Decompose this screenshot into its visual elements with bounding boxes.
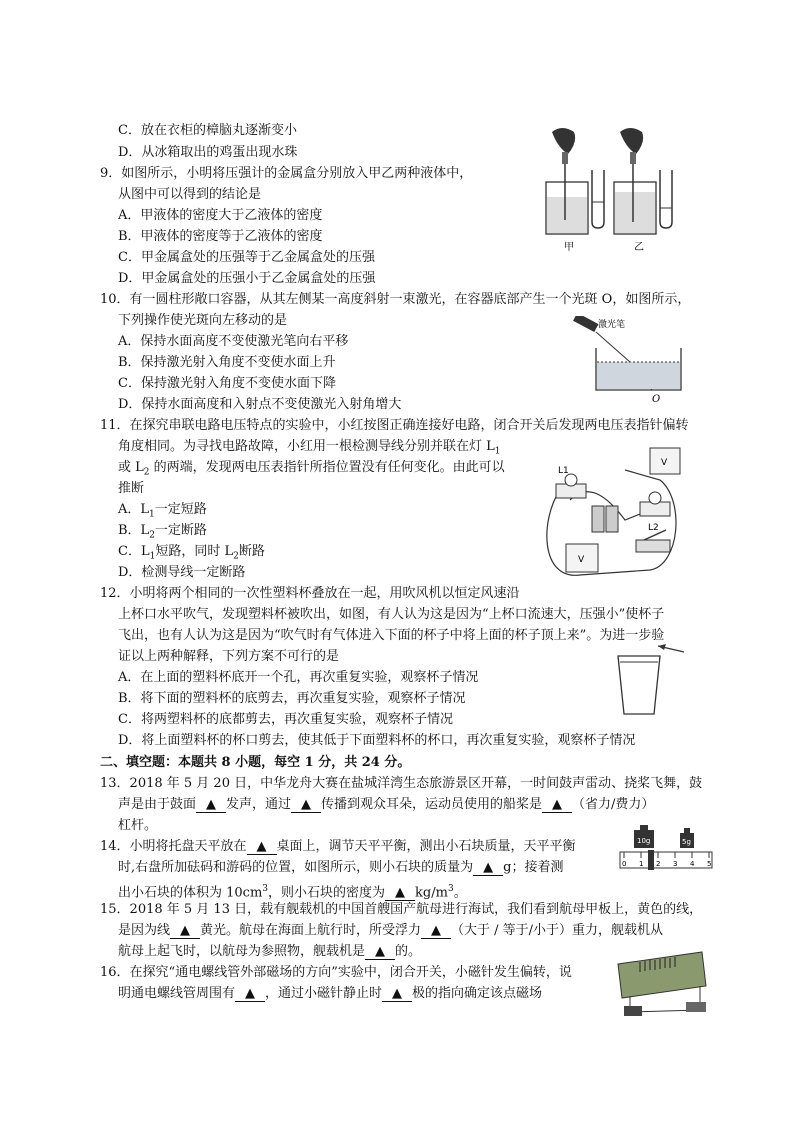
ruler-tick-label: 0: [622, 860, 627, 868]
battery-1: [592, 506, 604, 532]
q14-blank-2: ▲: [473, 861, 503, 876]
ruler-tick-label: 5: [707, 860, 712, 868]
q10-option-b: B．保持激光射入角度不变使水面上升: [118, 355, 336, 370]
q10-option-a: A．保持水面高度不变使激光笔向右平移: [118, 334, 349, 349]
ruler: [620, 852, 712, 868]
q10-stem-cont: 下列操作使光斑向左移动的是: [118, 313, 288, 328]
q12-stem-cont: 上杯口水平吹气，发现塑料杯被吹出，如图，有人认为这是因为“上杯口流速大，压强小”使杯子: [118, 607, 665, 622]
q14-blank-3: ▲: [385, 886, 415, 901]
q15-line1: 15．2018 年 5 月 13 日，载有舰载机的中国首艘国产航母进行海试，我们看到航母甲板上，黄色的线，: [100, 902, 703, 917]
q11-stem-cont: 角度相同。为寻找电路故障，小红用一根检测导线分别并联在灯 $L_1$: [118, 439, 501, 457]
board: [618, 952, 706, 998]
q16-line1: 16．在探究“通电螺线管外部磁场的方向”实验中，闭合开关，小磁针发生偏转，说: [100, 965, 572, 980]
label-l1: L1: [558, 466, 569, 476]
q15-blank-2: ▲: [421, 924, 451, 939]
q9-stem: 9．如图所示，小明将压强计的金属盒分别放入甲乙两种液体中，: [100, 166, 473, 181]
u-tube-right: [660, 170, 672, 228]
water: [597, 362, 680, 389]
q10-option-d: D．保持水面高度和入射点不变使激光入射角增大: [118, 397, 402, 412]
label-jia: 甲: [564, 242, 574, 253]
laser-label: 激光笔: [598, 320, 626, 330]
q13-line2: 声是由于鼓面 ▲ 发声，通过 ▲ 传播到观众耳朵，运动员使用的船桨是 ▲ （省力/费力）: [118, 797, 655, 812]
laser-container-figure: [568, 316, 688, 408]
q15-line3: 航母上起飞时，以航母为参照物，舰载机是 ▲ 的。: [118, 944, 422, 959]
q11-stem-cont3: 推断: [118, 481, 145, 496]
cup-outer: [618, 656, 660, 714]
voltmeter-bottom-v: V: [578, 555, 585, 565]
q15-blank-1: ▲: [170, 924, 200, 939]
q13-line1: 13．2018 年 5 月 20 日，中华龙舟大赛在盐城洋湾生态旅游景区开幕，一时间鼓声雷动、挠桨飞舞，鼓: [100, 776, 703, 791]
ruler-tick-label: 4: [690, 860, 695, 868]
q10-stem: 10．有一圆柱形敞口容器，从其左侧某一高度斜射一束激光，在容器底部产生一个光斑 O，如图所示，: [100, 292, 691, 307]
balance-weights-figure: [618, 822, 714, 872]
lamp-l2: [649, 492, 661, 504]
u-tube-left: [592, 170, 604, 228]
ruler-tick-label: 2: [656, 860, 661, 868]
switch: [636, 540, 670, 552]
voltmeter-top-v: V: [661, 458, 668, 468]
q13-blank-1: ▲: [196, 798, 226, 813]
q16-line2: 明通电螺线管周围有 ▲ ，通过小磁针静止时 ▲ 极的指向确定该点磁场: [118, 986, 543, 1001]
label-l2: L2: [648, 523, 659, 533]
ruler-tick-label: 1: [639, 860, 644, 868]
q14-line1: 14．小明将托盘天平放在 ▲ 桌面上，调节天平平衡，测出小石块质量，天平平衡: [100, 839, 576, 854]
laser-pen: [573, 316, 598, 332]
q12-stem-cont3: 证以上两种解释，下列方案不可行的是: [118, 649, 340, 664]
q11-stem: 11．在探究串联电路电压特点的实验中，小红按图正确连接好电路，闭合开关后发现两电压表指针偏转: [100, 418, 689, 433]
q8-option-d: D．从冰箱取出的鸡蛋出现水珠: [118, 145, 298, 160]
q8-option-c: C．放在衣柜的樟脑丸逐渐变小: [118, 123, 297, 138]
q11-option-a: A．$L_1$一定短路: [118, 502, 207, 520]
q16-blank-1: ▲: [235, 987, 265, 1002]
cups-figure: [614, 640, 694, 720]
q12-option-a: A．在上面的塑料杯底开一个孔，再次重复实验，观察杯子情况: [118, 670, 479, 685]
weight-10g-label: 10g: [637, 837, 651, 845]
q11-option-d: D．检测导线一定断路: [118, 565, 246, 580]
q11-stem-cont2: 或 $L_2$ 的两端，发现两电压表指针所指位置没有任何变化。由此可以: [118, 460, 505, 478]
q12-option-b: B．将下面的塑料杯的底剪去，再次重复实验，观察杯子情况: [118, 691, 466, 706]
q11-option-c: C．$L_1$短路，同时 $L_2$断路: [118, 544, 265, 562]
spot-o: O: [652, 394, 661, 405]
q14-blank-1: ▲: [247, 840, 277, 855]
q9-stem-cont: 从图中可以得到的结论是: [118, 187, 262, 202]
section-2-heading: 二、填空题：本题共 8 小题，每空 1 分，共 24 分。: [100, 755, 411, 770]
q12-stem-cont2: 飞出，也有人认为这是因为“吹气时有气体进入下面的杯子中将上面的杯子顶上来”。为进一步验: [118, 628, 665, 643]
q9-option-a: A．甲液体的密度大于乙液体的密度: [118, 208, 323, 223]
q9-option-d: D．甲金属盒处的压强小于乙金属盒处的压强: [118, 271, 376, 286]
q10-option-c: C．保持激光射入角度不变使水面下降: [118, 376, 336, 391]
label-yi: 乙: [634, 242, 644, 253]
q12-stem: 12．小明将两个相同的一次性塑料杯叠放在一起，用吹风机以恒定风速沿: [100, 586, 520, 601]
series-circuit-figure: [540, 440, 690, 588]
solenoid-figure: [610, 946, 710, 1022]
weight-5g-label: 5g: [682, 838, 691, 846]
q16-blank-2: ▲: [382, 987, 412, 1002]
q9-option-c: C．甲金属盒处的压强等于乙金属盒处的压强: [118, 250, 375, 265]
q15-blank-3: ▲: [365, 945, 395, 960]
q12-option-c: C．将两塑料杯的底都剪去，再次重复实验，观察杯子情况: [118, 712, 453, 727]
q14-line3: 出小石块的体积为 $10cm^3$，则小石块的密度为 ▲ $kg/m^3$。: [118, 884, 467, 901]
q13-blank-3: ▲: [542, 798, 572, 813]
battery-2: [606, 506, 618, 532]
rider: [648, 850, 654, 870]
q9-option-b: B．甲液体的密度等于乙液体的密度: [118, 229, 323, 244]
pressure-gauge-figure: [540, 122, 680, 257]
gauge-head-left: [552, 128, 575, 154]
ruler-tick-label: 3: [673, 860, 678, 868]
q13-line3: 杠杆。: [118, 818, 158, 833]
q12-option-d: D．将上面塑料杯的杯口剪去，使其低于下面塑料杯的杯口，再次重复实验，观察杯子情况: [118, 733, 636, 748]
switch-16: [686, 1002, 706, 1012]
q11-option-b: B．$L_2$一定断路: [118, 523, 207, 541]
gauge-head-right: [620, 128, 643, 154]
battery-pack: [624, 1006, 642, 1016]
q13-blank-2: ▲: [291, 798, 321, 813]
q15-line2: 是因为线 ▲ 黄光。航母在海面上航行时，所受浮力 ▲ （大于 / 等于/小于）重力，舰载机从: [118, 923, 664, 938]
q14-line2: 时,右盘所加砝码和游码的位置，如图所示，则小石块的质量为 ▲ g；接着测: [118, 860, 564, 875]
